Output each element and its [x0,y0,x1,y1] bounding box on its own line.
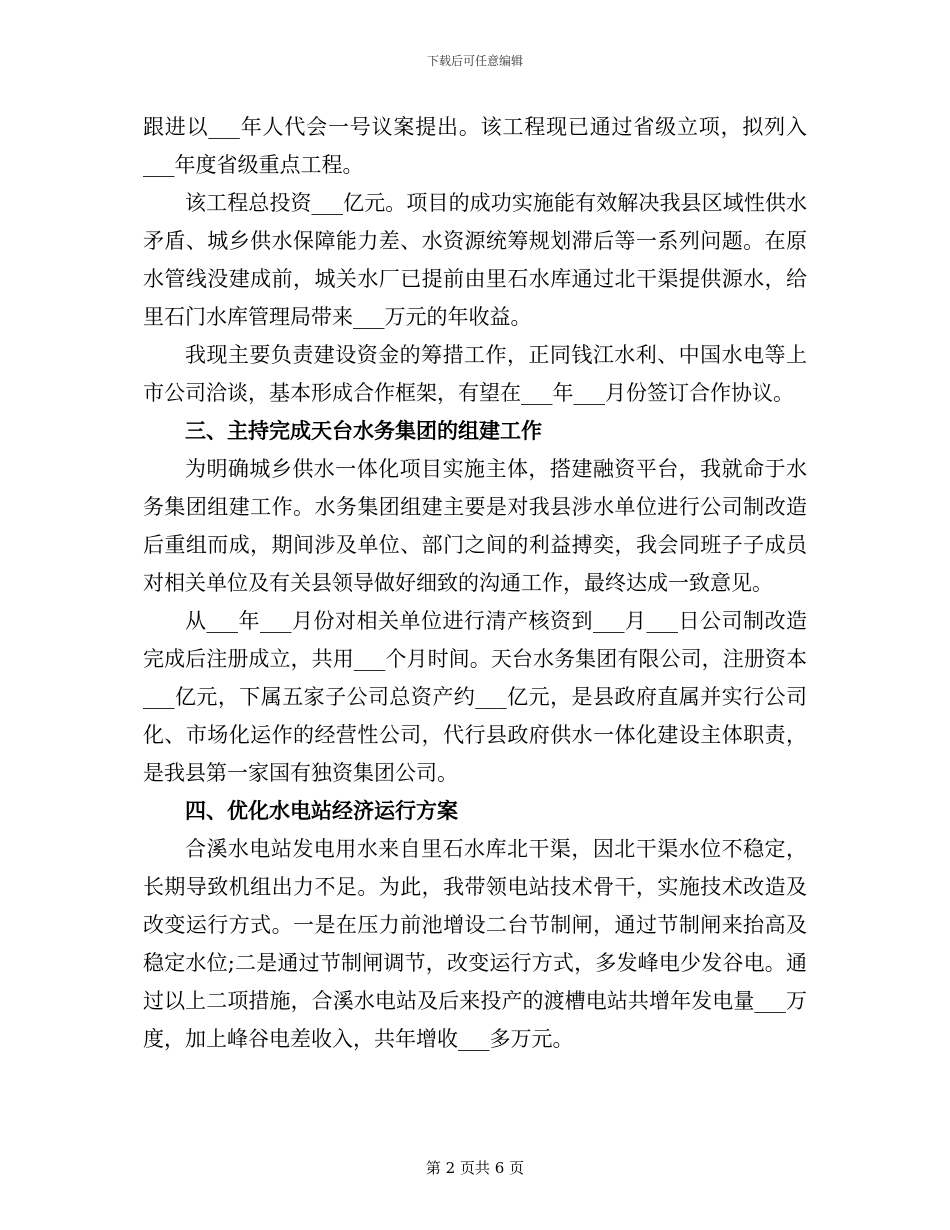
page-footer: 第 2 页共 6 页 [425,1159,525,1177]
document-body [143,108,807,1058]
section-heading-4: 四、优化水电站经济运行方案 [185,798,458,823]
paragraph-investment: 该工程总投资___亿元。项目的成功实施能有效解决我县区域性供水矛盾、城乡供水保障能力差、水资源统筹规划滞后等一系列问题。在原水管线没建成前，城关水厂已提前由里石水库通过北干渠提供源水，给里石门水库管理局带来___万元的年收益。 [143,191,807,329]
page-header: 下载后可任意编辑 [426,54,523,68]
paragraph-registration: 从___年___月份对相关单位进行清产核资到___月___日公司制改造完成后注册成立，共用___个月时间。天台水务集团有限公司，注册资本___亿元，下属五家子公司总资产约___亿元，是县政府直属并实行公司化、市场化运作的经营性公司，代行县政府供水一体化建设主体职责，是我县第一家国有独资集团公司。 [143,609,807,785]
paragraph-continuation: 跟进以___年人代会一号议案提出。该工程现已通过省级立项，拟列入___年度省级重点工程。 [143,115,807,177]
section-heading-3: 三、主持完成天台水务集团的组建工作 [185,418,542,443]
paragraph-funding: 我现主要负责建设资金的筹措工作，正同钱江水利、中国水电等上市公司洽谈，基本形成合作框架，有望在___年___月份签订合作协议。 [143,343,807,405]
paragraph-group-setup: 为明确城乡供水一体化项目实施主体，搭建融资平台，我就命于水务集团组建工作。水务集团组建主要是对我县涉水单位进行公司制改造后重组而成，期间涉及单位、部门之间的利益搏奕，我会同班子子成员对相关单位及有关县领导做好细致的沟通工作，最终达成一致意见。 [143,457,807,595]
paragraph-hydropower: 合溪水电站发电用水来自里石水库北干渠，因北干渠水位不稳定，长期导致机组出力不足。为此，我带领电站技术骨干，实施技术改造及改变运行方式。一是在压力前池增设二台节制闸，通过节制闸来抬高及稳定水位;二是通过节制闸调节，改变运行方式，多发峰电少发谷电。通过以上二项措施，合溪水电站及后来投产的渡槽电站共增年发电量___万度，加上峰谷电差收入，共年增收___多万元。 [143,837,807,1051]
